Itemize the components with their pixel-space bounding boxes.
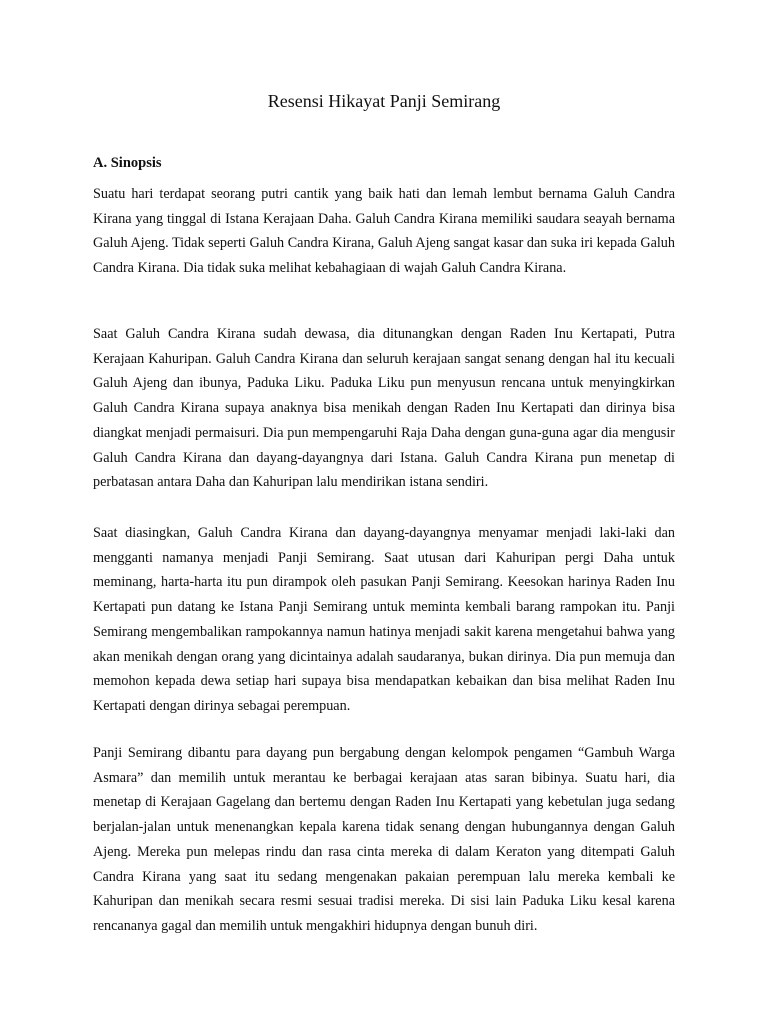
paragraph-1: Suatu hari terdapat seorang putri cantik yang baik hati dan lemah lembut bernama Galuh Candra Kirana yang tinggal di Istana Kerajaan Daha. Galuh Candra Kirana memiliki saudara seayah bernama Galuh Ajeng. Tidak seperti Galuh Candra Kirana, Galuh Ajeng sangat kasar dan suka iri kepada Galuh Candra Kirana. Dia tidak suka melihat kebahagiaan di wajah Galuh Candra Kirana. xyxy=(93,186,675,277)
paragraph-2: Saat Galuh Candra Kirana sudah dewasa, dia ditunangkan dengan Raden Inu Kertapati, Putra Kerajaan Kahuripan. Galuh Candra Kirana dan seluruh kerajaan sangat senang dengan hal itu kecuali Galuh Ajeng dan ibunya, Paduka Liku. Paduka Liku pun menyusun rencana untuk menyingkirkan Galuh Candra Kirana supaya anaknya bisa menikah dengan Raden Inu Kertapati dan dirinya bisa diangkat menjadi permaisuri. Dia pun mempengaruhi Raja Daha dengan guna-guna agar dia mengusir Galuh Candra Kirana dan dayang-dayangnya dari Istana. Galuh Candra Kirana pun menetap di perbatasan antara Daha dan Kahuripan lalu mendirikan istana sendiri. xyxy=(93,326,675,491)
paragraph-4: Panji Semirang dibantu para dayang pun bergabung dengan kelompok pengamen “Gambuh Warga Asmara” dan memilih untuk merantau ke berbagai kerajaan atas saran bibinya. Suatu hari, dia menetap di Kerajaan Gagelang dan bertemu dengan Raden Inu Kertapati yang kebetulan juga sedang berjalan-jalan untuk menenangkan kepala karena tidak senang dengan hubungannya dengan Galuh Ajeng. Mereka pun melepas rindu dan rasa cinta mereka di dalam Keraton yang ditempati Galuh Candra Kirana yang saat itu sedang mengenakan pakaian perempuan lalu mereka kembali ke Kahuripan dan menikah secara resmi sesuai tradisi mereka. Di sisi lain Paduka Liku kesal karena rencananya gagal dan memilih untuk mengakhiri hidupnya dengan bunuh diri. xyxy=(93,745,675,934)
document-title: Resensi Hikayat Panji Semirang xyxy=(267,91,501,111)
section-heading-sinopsis: A. Sinopsis xyxy=(93,155,162,171)
paragraph-3: Saat diasingkan, Galuh Candra Kirana dan dayang-dayangnya menyamar menjadi laki-laki dan mengganti namanya menjadi Panji Semirang. Saat utusan dari Kahuripan pergi Daha untuk meminang, harta-harta itu pun dirampok oleh pasukan Panji Semirang. Keesokan harinya Raden Inu Kertapati pun datang ke Istana Panji Semirang untuk meminta kembali barang rampokan itu. Panji Semirang mengembalikan rampokannya namun hatinya menjadi sakit karena mengetahui bahwa yang akan menikah dengan orang yang dicintainya adalah saudaranya, bukan dirinya. Dia pun memuja dan memohon kepada dewa setiap hari supaya bisa mendapatkan kebaikan dan bisa melihat Raden Inu Kertapati dengan dirinya sebagai perempuan. xyxy=(93,525,675,714)
